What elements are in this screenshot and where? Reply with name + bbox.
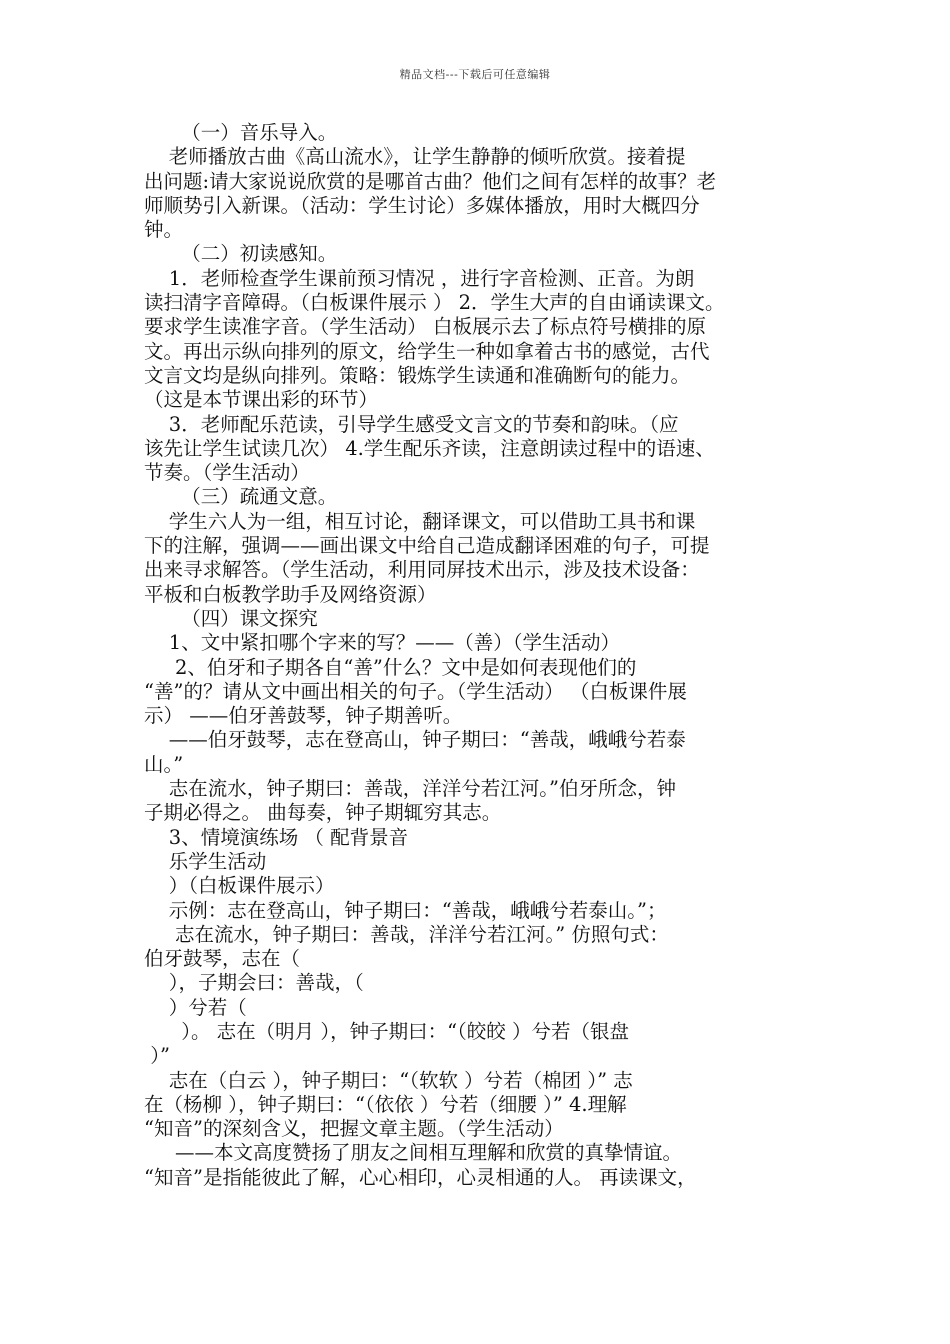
text-line: ）。 志在（明月 ），钟子期曰：“（皎皎 ）兮若（银盘 — [144, 1019, 630, 1043]
text-line: 示） ——伯牙善鼓琴，钟子期善听。 — [144, 704, 463, 728]
text-line: ）” — [144, 1044, 170, 1068]
text-line: 志在流水，钟子期曰：善哉，洋洋兮若江河。”伯牙所念，钟 — [144, 777, 677, 801]
text-line: （一）音乐导入。 — [144, 121, 338, 144]
text-line: 下的注解，强调——画出课文中给自己造成翻译困难的句子，可提 — [144, 534, 710, 558]
text-line: 平板和白板教学助手及网络资源） — [144, 582, 437, 606]
text-line: 3、情境演练场 （ 配背景音 — [144, 825, 409, 849]
text-line: 节奏。（学生活动） — [144, 461, 310, 485]
text-line: 学生六人为一组，相互讨论，翻译课文，可以借助工具书和课 — [144, 509, 696, 533]
text-line: ）兮若（ — [144, 995, 247, 1019]
text-line: ），子期会曰：善哉，（ — [144, 971, 364, 995]
text-line: 2、伯牙和子期各自“善”什么？文中是如何表现他们的 — [144, 655, 637, 679]
text-line: 文言文均是纵向排列。策略：锻炼学生读通和准确断句的能力。 — [144, 363, 691, 387]
text-line: 读扫清字音障碍。（白板课件展示 ） 2．学生大声的自由诵读课文。 — [144, 291, 725, 315]
text-line: 在（杨柳 ），钟子期曰：“（依依 ）兮若（细腰 ）” 4.理解 — [144, 1092, 627, 1116]
text-line: 志在流水，钟子期曰：善哉，洋洋兮若江河。” 仿照句式： — [144, 922, 669, 946]
text-line: 老师播放古曲《高山流水》，让学生静静的倾听欣赏。接着提 — [144, 145, 686, 169]
document-body — [144, 121, 814, 1190]
text-line: 3．老师配乐范读，引导学生感受文言文的节奏和韵味。（应 — [144, 412, 679, 436]
page-header: 精品文档---下载后可任意编辑 — [399, 68, 551, 81]
text-line: 要求学生读准字音。（学生活动） 白板展示去了标点符号横排的原 — [144, 315, 706, 339]
text-line: 子期必得之。 曲每奏，钟子期辄穷其志。 — [144, 801, 502, 825]
text-line: “善”的？请从文中画出相关的句子。（学生活动） （白板课件展 — [144, 679, 687, 703]
text-line: 示例：志在登高山，钟子期曰：“善哉，峨峨兮若泰山。”； — [144, 898, 667, 922]
text-line: “知音”是指能彼此了解，心心相印，心灵相通的人。 再读课文， — [144, 1165, 697, 1189]
text-line: 文。再出示纵向排列的原文，给学生一种如拿着古书的感觉，古代 — [144, 339, 710, 363]
text-line: 1、文中紧扣哪个字来的写？——（善）（学生活动） — [144, 631, 620, 655]
text-line: 山。” — [144, 752, 184, 776]
text-line: ）（白板课件展示） — [144, 874, 335, 898]
text-line: ——伯牙鼓琴，志在登高山，钟子期曰：“善哉，峨峨兮若泰 — [144, 728, 686, 752]
text-line: 出来寻求解答。（学生活动，利用同屏技术出示，涉及技术设备： — [144, 558, 700, 582]
text-line: 出问题:请大家说说欣赏的是哪首古曲？他们之间有怎样的故事？老 — [144, 169, 717, 193]
text-line: （这是本节课出彩的环节） — [144, 388, 379, 412]
text-line: ——本文高度赞扬了朋友之间相互理解和欣赏的真挚情谊。 — [144, 1141, 682, 1165]
text-line: 1．老师检查学生课前预习情况 ，进行字音检测、正音。为朗 — [144, 266, 695, 290]
text-line: （二）初读感知。 — [144, 242, 338, 266]
text-line: 伯牙鼓琴，志在（ — [144, 947, 301, 971]
text-line: 志在（白云 ），钟子期曰：“（软软 ）兮若（棉团 ）” 志 — [144, 1068, 633, 1092]
text-line: “知音”的深刻含义，把握文章主题。（学生活动） — [144, 1117, 564, 1141]
text-line: （三）疏通文意。 — [144, 485, 338, 509]
text-line: 该先让学生试读几次） 4.学生配乐齐读，注意朗读过程中的语速、 — [144, 436, 715, 460]
text-line: 钟。 — [144, 218, 184, 242]
text-line: 乐学生活动 — [144, 849, 267, 873]
text-line: 师顺势引入新课。（活动：学生讨论）多媒体播放，用时大概四分 — [144, 193, 700, 217]
text-line: （四）课文探究 — [144, 606, 318, 630]
